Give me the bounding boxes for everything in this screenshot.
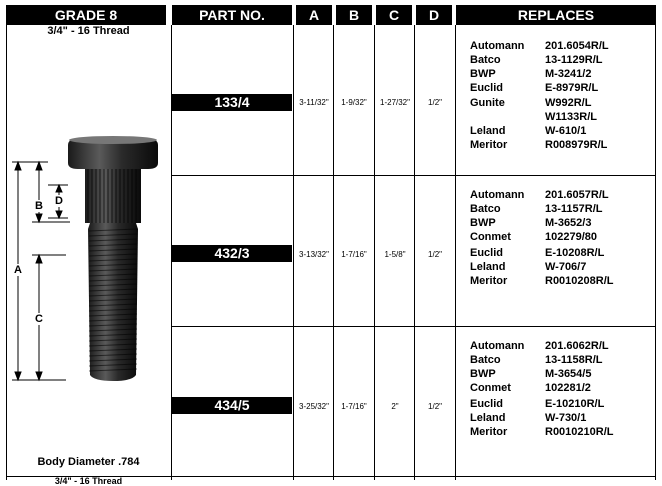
replace-part: M-3654/5 bbox=[545, 368, 592, 380]
replace-maker: BWP bbox=[470, 217, 496, 229]
dim-d: 1/2" bbox=[428, 98, 442, 107]
replace-maker: Meritor bbox=[470, 426, 508, 438]
replace-part: W992R/L bbox=[545, 97, 592, 109]
replace-maker: BWP bbox=[470, 368, 496, 380]
dimension-label-d: D bbox=[55, 195, 63, 207]
replace-part: 201.6062R/L bbox=[545, 340, 609, 352]
replace-part: E-10208R/L bbox=[545, 247, 605, 259]
replace-part: W-730/1 bbox=[545, 412, 587, 424]
replace-maker: Leland bbox=[470, 125, 506, 137]
replace-part: R0010210R/L bbox=[545, 426, 614, 438]
dim-b: 1-9/32" bbox=[341, 98, 367, 107]
dim-a: 3-11/32" bbox=[299, 98, 329, 107]
dim-c: 2" bbox=[391, 402, 399, 411]
stud-knurl bbox=[85, 169, 141, 223]
replace-part: W-610/1 bbox=[545, 125, 587, 137]
header-d: D bbox=[416, 5, 452, 25]
replace-maker: Leland bbox=[470, 412, 506, 424]
part-number: 432/3 bbox=[172, 245, 292, 262]
dim-c: 1-27/32" bbox=[380, 98, 410, 107]
replace-maker: Euclid bbox=[470, 247, 504, 259]
part-number: 133/4 bbox=[172, 94, 292, 111]
header-part-no: PART NO. bbox=[172, 5, 292, 25]
dimension-label-c: C bbox=[35, 313, 43, 325]
replace-maker: Meritor bbox=[470, 139, 508, 151]
grid-line bbox=[655, 25, 656, 480]
replace-maker: Gunite bbox=[470, 97, 505, 109]
replace-part: R008979R/L bbox=[545, 139, 608, 151]
replace-part: W1133R/L bbox=[545, 111, 597, 123]
body-diameter: Body Diameter .784 bbox=[37, 456, 140, 468]
replace-part: 102279/80 bbox=[545, 231, 597, 243]
dim-d: 1/2" bbox=[428, 402, 442, 411]
replace-maker: Batco bbox=[470, 54, 501, 66]
replace-part: 13-1129R/L bbox=[545, 54, 603, 66]
replace-maker: Automann bbox=[470, 340, 525, 352]
replace-maker: Meritor bbox=[470, 275, 508, 287]
replace-maker: Leland bbox=[470, 261, 506, 273]
grid-line bbox=[171, 175, 656, 176]
wheel-stud-diagram bbox=[8, 125, 168, 390]
replace-part: 13-1157R/L bbox=[545, 203, 603, 215]
dimension-label-a: A bbox=[14, 264, 22, 276]
dim-c: 1-5/8" bbox=[384, 250, 406, 259]
replace-maker: Automann bbox=[470, 40, 525, 52]
header-replaces: REPLACES bbox=[456, 5, 656, 25]
header-c: C bbox=[376, 5, 412, 25]
replace-maker: BWP bbox=[470, 68, 496, 80]
dim-d: 1/2" bbox=[428, 250, 442, 259]
replace-maker: Batco bbox=[470, 203, 501, 215]
replace-maker: Euclid bbox=[470, 398, 504, 410]
replace-maker: Conmet bbox=[470, 231, 511, 243]
replace-part: 201.6054R/L bbox=[545, 40, 609, 52]
dim-a: 3-13/32" bbox=[299, 250, 329, 259]
replace-maker: Automann bbox=[470, 189, 525, 201]
grid-line bbox=[6, 25, 7, 480]
replace-part: M-3241/2 bbox=[545, 68, 592, 80]
header-b: B bbox=[336, 5, 372, 25]
replace-part: W-706/7 bbox=[545, 261, 587, 273]
thread-spec: 3/4" - 16 Thread bbox=[47, 25, 130, 37]
replace-part: E-10210R/L bbox=[545, 398, 605, 410]
replace-maker: Euclid bbox=[470, 82, 504, 94]
replace-maker: Conmet bbox=[470, 382, 511, 394]
header-a: A bbox=[296, 5, 332, 25]
dim-a: 3-25/32" bbox=[299, 402, 329, 411]
replace-part: 102281/2 bbox=[545, 382, 591, 394]
part-number: 434/5 bbox=[172, 397, 292, 414]
replace-part: M-3652/3 bbox=[545, 217, 592, 229]
dim-b: 1-7/16" bbox=[341, 402, 367, 411]
grid-line bbox=[171, 326, 656, 327]
dim-b: 1-7/16" bbox=[341, 250, 367, 259]
dimension-label-b: B bbox=[35, 200, 43, 212]
stud-shank bbox=[88, 223, 138, 381]
replace-part: 13-1158R/L bbox=[545, 354, 603, 366]
replace-part: 201.6057R/L bbox=[545, 189, 609, 201]
next-thread-spec-partial: 3/4" - 16 Thread bbox=[54, 476, 123, 486]
header-grade: GRADE 8 bbox=[6, 5, 166, 25]
replace-part: E-8979R/L bbox=[545, 82, 599, 94]
replace-maker: Batco bbox=[470, 354, 501, 366]
replace-part: R0010208R/L bbox=[545, 275, 614, 287]
grid-line bbox=[455, 25, 456, 480]
